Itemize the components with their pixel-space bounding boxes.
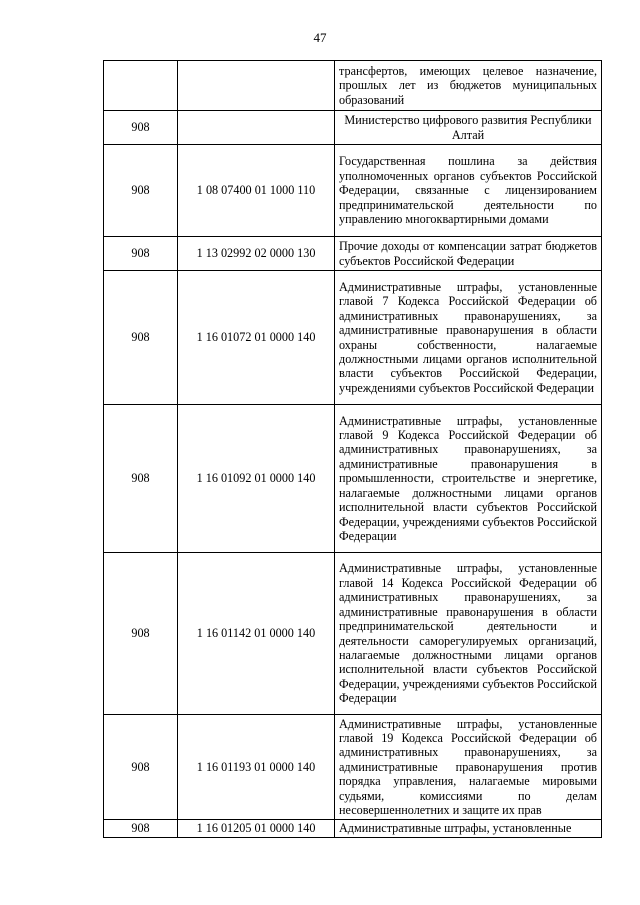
income-name-cell: Административные штрафы, установленные главой 19 Кодекса Российской Федерации об административных правонарушениях, за административные правонарушения против порядка управления, налагаемые мировыми судьями, комиссиями по делам несовершеннолетних и защите их прав <box>335 715 602 820</box>
admin-code-cell: 908 <box>104 715 178 820</box>
admin-code-cell: 908 <box>104 820 178 838</box>
income-code-cell: 1 16 01193 01 0000 140 <box>178 715 335 820</box>
income-code-cell: 1 16 01142 01 0000 140 <box>178 553 335 715</box>
table-row <box>104 271 602 405</box>
table-row <box>104 61 602 111</box>
table-row <box>104 820 602 838</box>
income-name-cell: Прочие доходы от компенсации затрат бюджетов субъектов Российской Федерации <box>335 237 602 271</box>
admin-code-cell: 908 <box>104 405 178 553</box>
income-name-cell: Административные штрафы, установленные главой 14 Кодекса Российской Федерации об административных правонарушениях, за административные правонарушения в области предпринимательской деятельности и деятельности саморегулируемых организаций, налагаемые должностными лицами органов исполнительной власти субъектов Российской Федерации, учреждениями субъектов Российской Федерации <box>335 553 602 715</box>
admin-code-cell: 908 <box>104 145 178 237</box>
income-code-cell: 1 13 02992 02 0000 130 <box>178 237 335 271</box>
income-name-cell: Государственная пошлина за действия уполномоченных органов субъектов Российской Федерации, связанные с лицензированием предпринимательской деятельности по управлению многоквартирными домами <box>335 145 602 237</box>
income-name-cell: Административные штрафы, установленные <box>335 820 602 838</box>
table-row <box>104 145 602 237</box>
income-name-cell: трансфертов, имеющих целевое назначение, прошлых лет из бюджетов муниципальных образований <box>335 61 602 111</box>
admin-code-cell: 908 <box>104 237 178 271</box>
admin-code-cell: 908 <box>104 271 178 405</box>
income-name-cell: Министерство цифрового развития Республики Алтай <box>335 111 602 145</box>
admin-code-cell <box>104 61 178 111</box>
income-code-cell: 1 16 01092 01 0000 140 <box>178 405 335 553</box>
income-code-cell <box>178 61 335 111</box>
page-number: 47 <box>313 30 327 45</box>
table-row <box>104 237 602 271</box>
income-name-cell: Административные штрафы, установленные главой 7 Кодекса Российской Федерации об административных правонарушениях, за административные правонарушения в области охраны собственности, налагаемые должностными лицами органов исполнительной власти субъектов Российской Федерации, учреждениями субъектов Российской Федерации <box>335 271 602 405</box>
table-row <box>104 715 602 820</box>
income-name-cell: Административные штрафы, установленные главой 9 Кодекса Российской Федерации об административных правонарушениях, за административные правонарушения в промышленности, строительстве и энергетике, налагаемые должностными лицами органов исполнительной власти субъектов Российской Федерации, учреждениями субъектов Российской Федерации <box>335 405 602 553</box>
table-row <box>104 405 602 553</box>
income-code-cell <box>178 111 335 145</box>
admin-code-cell: 908 <box>104 553 178 715</box>
table-row <box>104 111 602 145</box>
income-code-cell: 1 08 07400 01 1000 110 <box>178 145 335 237</box>
revenue-codes-table <box>103 60 602 838</box>
income-code-cell: 1 16 01072 01 0000 140 <box>178 271 335 405</box>
admin-code-cell: 908 <box>104 111 178 145</box>
table-row <box>104 553 602 715</box>
income-code-cell: 1 16 01205 01 0000 140 <box>178 820 335 838</box>
